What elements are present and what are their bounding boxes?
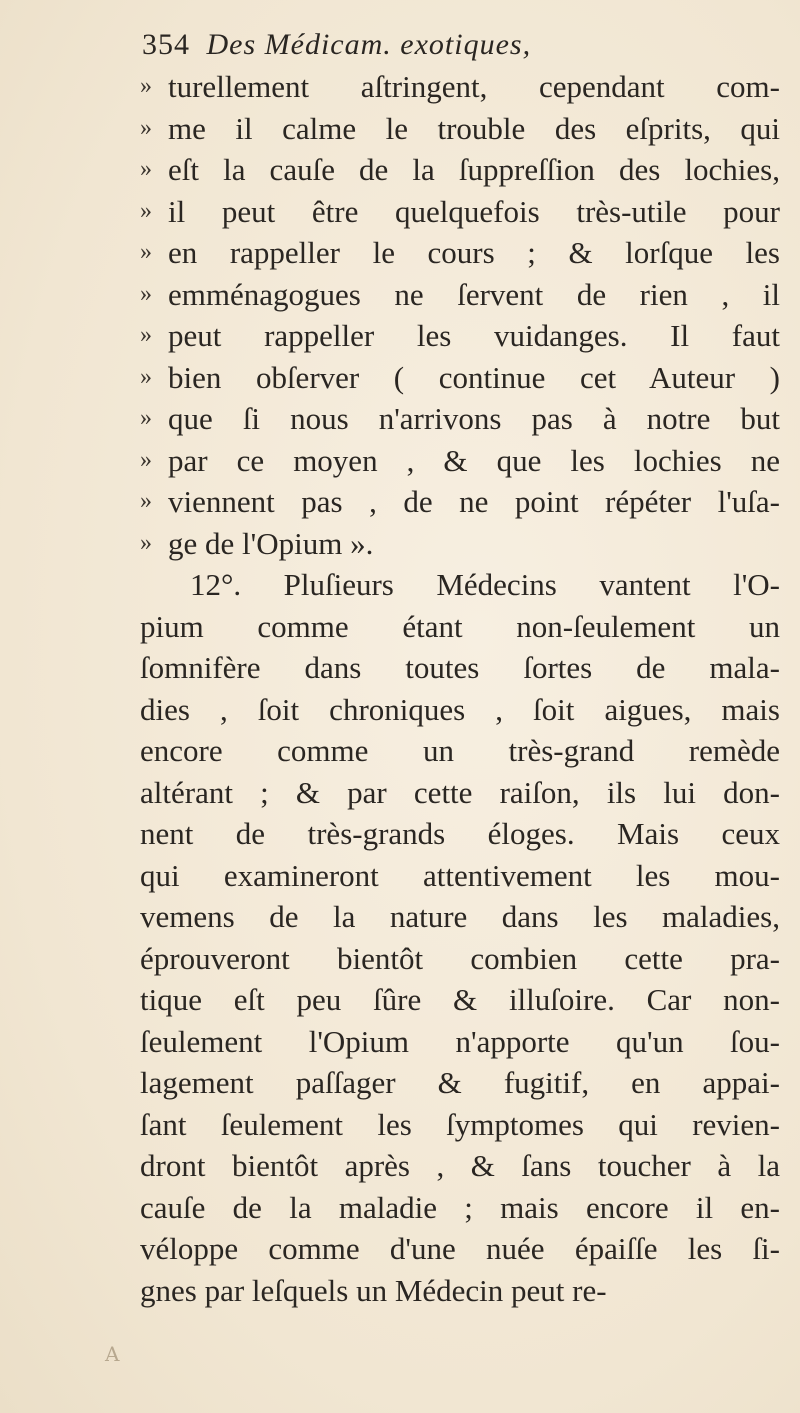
line-text: gnes par leſquels un Médecin peut re- [140,1272,607,1308]
text-line [140,689,780,731]
quote-mark: » [140,280,152,307]
line-text: ſant ſeulement les ſymptomes qui revien- [140,1106,780,1142]
quote-mark: » [140,156,152,182]
text-line [140,1062,780,1104]
line-text: éprouveront bientôt combien cette pra- [140,940,780,976]
text-line [140,772,780,814]
text-line [140,108,780,150]
text-line [140,274,780,316]
line-text: peut rappeller les vuidanges. Il faut [168,318,780,353]
text-line [140,440,780,482]
line-text: altérant ; & par cette raiſon, ils lui don- [140,774,780,810]
text-line [140,1228,780,1270]
text-line [140,813,780,855]
line-text: emménagogues ne ſervent de rien , il [168,276,780,312]
text-line [140,1145,780,1187]
line-text: nent de très-grands éloges. Mais ceux [140,816,780,851]
quote-mark: » [140,529,152,556]
running-head [142,28,531,62]
margin-mark: A [105,1342,120,1366]
line-text: vemens de la nature dans les maladies, [140,899,780,934]
line-text: pium comme étant non-ſeulement un [140,608,780,644]
text-line [140,564,780,606]
line-text: ſomnifère dans toutes ſortes de mala- [140,650,780,685]
line-text: viennent pas , de ne point répéter l'uſa- [168,484,780,519]
line-text: cauſe de la maladie ; mais encore il en- [140,1189,780,1225]
text-line [140,66,780,108]
line-text: il peut être quelquefois très-utile pour [168,193,780,229]
line-text: ge de l'Opium ». [168,525,374,561]
text-line [140,896,780,938]
text-line [140,232,780,274]
line-text: par ce moyen , & que les lochies ne [168,442,780,478]
text-line [140,938,780,980]
text-line [140,1104,780,1146]
quote-mark: » [140,488,152,514]
text-line [140,523,780,565]
quote-mark: » [140,197,152,224]
line-text: me il calme le trouble des eſprits, qui [168,110,780,146]
line-text: 12°. Pluſieurs Médecins vantent l'O- [190,567,780,602]
text-line [140,730,780,772]
line-text: ſeulement l'Opium n'apporte qu'un ſou- [140,1023,780,1059]
line-text: en rappeller le cours ; & lorſque les [168,235,780,270]
line-text: eſt la cauſe de la ſuppreſſion des lochies, [168,152,780,187]
line-text: encore comme un très-grand remède [140,733,780,768]
quote-mark: » [140,405,152,431]
text-line [140,606,780,648]
text-line [140,398,780,440]
line-text: véloppe comme d'une nuée épaiſſe les ſi- [140,1231,780,1266]
quote-mark: » [140,114,152,141]
text-line [140,191,780,233]
line-text: bien obſerver ( continue cet Auteur ) [168,359,780,395]
text-line [140,855,780,897]
text-line [140,1270,780,1312]
quote-mark: » [140,239,152,265]
page-number: 354 [142,28,190,61]
line-text: dront bientôt après , & ſans toucher à la [140,1148,780,1183]
line-text: dies , ſoit chroniques , ſoit aigues, mais [140,691,780,727]
running-title: Des Médicam. exotiques, [206,28,532,61]
text-line [140,315,780,357]
quote-mark: » [140,363,152,390]
line-text: turellement aſtringent, cependant com- [168,69,780,104]
line-text: tique eſt peu ſûre & illuſoire. Car non- [140,982,780,1017]
quote-mark: » [140,446,152,473]
text-line [140,1187,780,1229]
text-line [140,1021,780,1063]
line-text: qui examineront attentivement les mou- [140,857,780,893]
quote-mark: » [140,73,152,99]
line-text: lagement paſſager & fugitif, en appai- [140,1065,780,1100]
line-text: que ſi nous n'arrivons pas à notre but [168,401,780,436]
text-line [140,357,780,399]
text-line [140,647,780,689]
text-line [140,481,780,523]
text-line [140,979,780,1021]
body-text [140,66,780,1311]
quote-mark: » [140,322,152,348]
text-line [140,149,780,191]
